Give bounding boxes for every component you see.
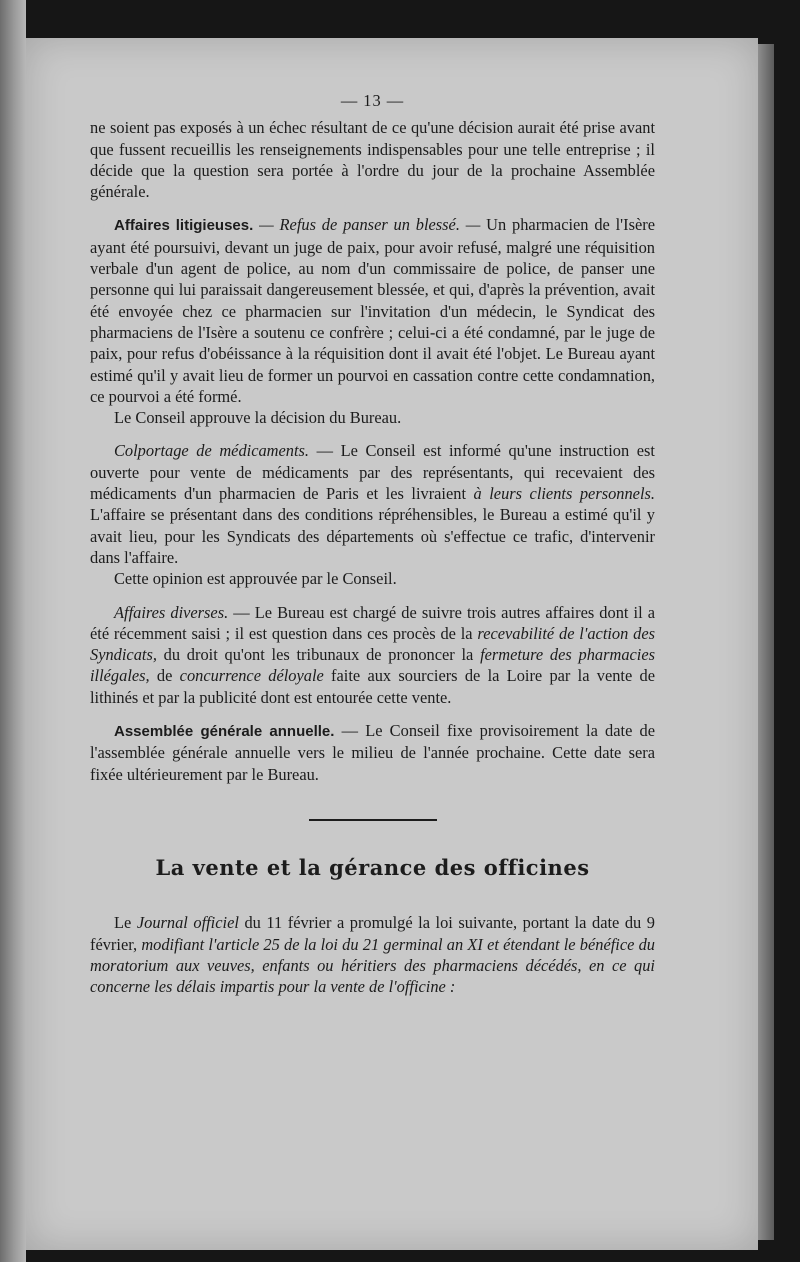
body-diverses-4: faite aux sourciers de la Loire par la vente de lithinés et par la publicité dont est entourée cette vente. [90,666,656,707]
body-assemblee: — Le Conseil fixe provisoirement la date de l'assemblée générale annuelle vers le milieu de l'année prochaine. Cette date sera fixée ultérieurement par le Bureau. [90,721,656,784]
body-affaires-litigieuses: Un pharmacien de l'Isère ayant été poursuivi, devant un juge de paix, pour avoir refusé, malgré une réquisition verbale d'un agent de police, au nom d'un commissaire de police, de panser une personne qui lui paraissait dangereusement blessée, et qui, d'après la prévention, avait été envoyée chez ce pharmacien sur l'invitation d'un médecin, le Syndicat des pharmaciens de l'Isère a soutenu ce confrère ; celui-ci a été condamné, par le juge de paix, pour refus d'obéissance à la réquisition dont il avait été l'objet. Le Bureau ayant estimé qu'il y avait lieu de former un pourvoi en cassation contre cette condamnation, ce pourvoi a été formé. [90,215,655,406]
heading-assemblee: Assemblée générale annuelle. [114,723,335,741]
section-divider [309,819,437,821]
body-diverses-2: du droit qu'ont les tribunaux de prononcer la [156,645,481,665]
heading-affaires-diverses: Affaires diverses. [114,602,229,622]
heading-colportage: Colportage de médicaments. [114,441,310,461]
italic-loi-title: modifiant l'article 25 de la loi du 21 germinal an XI et étendant le bénéfice du moratorium aux veuves, enfants ou héritiers des pharmaciens décédés, en ce qui concerne les délais impartis pour la vente de l'officine : [90,934,655,997]
page-text [90,90,655,997]
italic-colportage: à leurs clients personnels. [473,484,655,504]
page-stack-edge [758,44,774,1240]
italic-concurrence: concurrence déloyale [179,666,324,686]
approval-colportage: Cette opinion est approuvée par le Conseil. [114,569,397,589]
body-loi-2: du 11 février a promulgé la loi suivante, portant la date du 9 février, [90,913,655,954]
body-loi-1: Le [114,913,137,933]
italic-journal-officiel: Journal officiel [136,913,239,933]
body-colportage-2: L'affaire se présentant dans des conditions répréhensibles, le Bureau a estimé qu'il y avait lieu, pour les Syndicats des départements où s'effectue ce trafic, d'intervenir dans l'affaire. [90,505,655,567]
body-diverses-1: — Le Bureau est chargé de suivre trois autres affaires dont il a été récemment saisi ; il est question dans ces procès de la [90,602,655,643]
paragraph-affaires-diverses [90,602,655,708]
body-diverses-3: de [149,666,180,686]
italic-fermeture: fermeture des pharmacies illégales, [90,645,656,686]
approval-affaires-litigieuses: Le Conseil approuve la décision du Bureau. [114,408,402,428]
paragraph-loi [90,912,655,997]
paragraph-colportage [90,440,655,568]
subheading-refus-panser: — Refus de panser un blessé. — [259,215,481,235]
section-title: La vente et la gérance des officines [155,854,590,880]
paragraph-assemblee [90,720,655,785]
page-number: — 13 — [340,91,405,110]
paragraph-affaires-litigieuses [90,214,655,407]
previous-page-edge [0,0,26,1262]
italic-recevabilite: recevabilité de l'action des Syndicats, [90,623,655,665]
heading-affaires-litigieuses: Affaires litigieuses. [114,217,254,235]
body-colportage-1: — Le Conseil est informé qu'une instruction est ouverte pour vente de médicaments par des représentants, qui recevaient des médicaments d'un pharmacien de Paris et les livraient [90,441,655,504]
paragraph-continuation: ne soient pas exposés à un échec résultant de ce qu'une décision aurait été prise avant que fussent recueillis les renseignements indispensables pour une telle entreprise ; il décide que la question sera portée à l'ordre du jour de la prochaine Assemblée générale. [90,118,655,202]
